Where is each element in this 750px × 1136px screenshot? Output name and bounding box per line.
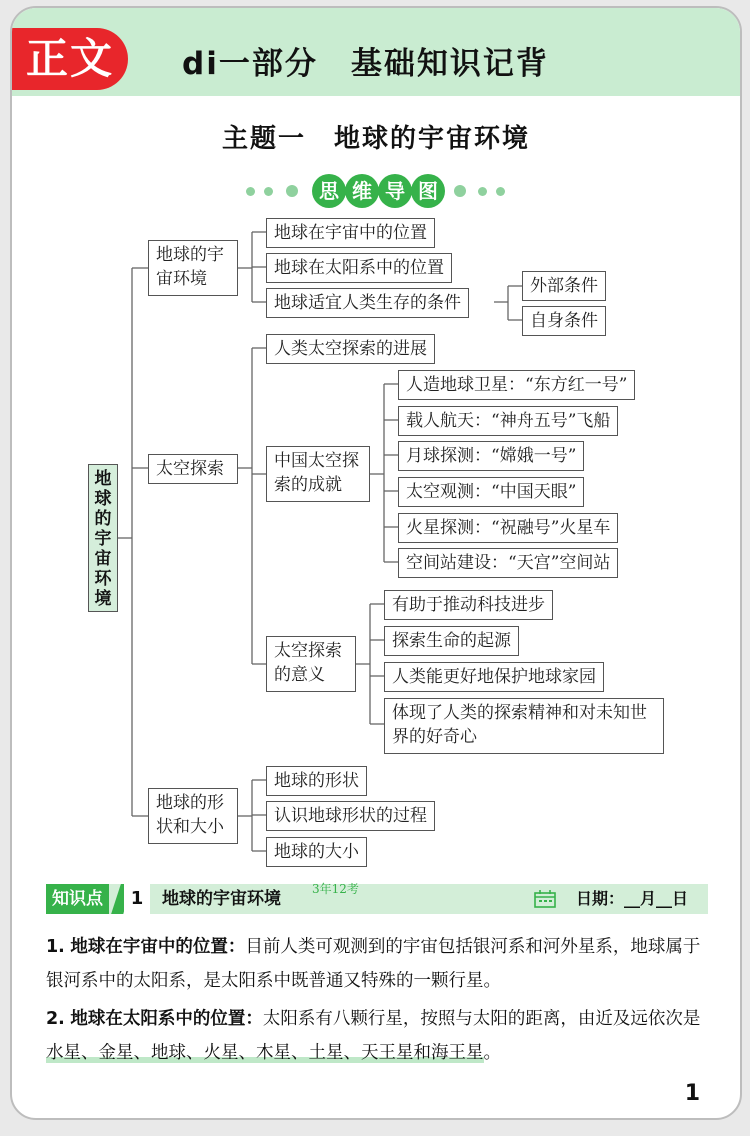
paragraph-tail: 。 <box>483 1043 501 1063</box>
paragraph-lead: 地球在宇宙中的位置： <box>70 937 246 957</box>
paragraph-2 <box>46 1002 712 1070</box>
topic-title: 主题一 地球的宇宙环境 <box>221 124 530 154</box>
root-char: 宇 <box>94 529 112 549</box>
section-badge: 正文 <box>12 28 128 90</box>
node-earth-shape-size: 地球的形状和大小 <box>148 788 238 844</box>
knowledge-point-title: 地球的宇宙环境 <box>162 889 281 909</box>
page <box>10 6 742 1120</box>
node-earth-in-universe: 地球在宇宙中的位置 <box>266 218 435 248</box>
knowledge-point-tag: 知识点 <box>46 884 109 914</box>
planet-order-highlight: 水星、金星、地球、火星、木星、土星、天王星和海王星 <box>46 1043 484 1063</box>
page-number: 1 <box>684 1081 700 1106</box>
node-earth-in-solar-system: 地球在太阳系中的位置 <box>266 253 452 283</box>
node-space-progress: 人类太空探索的进展 <box>266 334 435 364</box>
node-earth-shape: 地球的形状 <box>266 766 367 796</box>
significance-item: 有助于推动科技进步 <box>384 590 553 620</box>
node-exploration-significance: 太空探索的意义 <box>266 636 356 692</box>
paragraph-text: 目前人类可观测到的宇宙包括银河系和河外星系，地球属于银河系中的太阳系，是太阳系中既普通又特殊的一颗行星。 <box>46 937 701 991</box>
banner-char: 导 <box>378 174 412 208</box>
node-space-exploration: 太空探索 <box>148 454 238 484</box>
achievement-item: 空间站建设：“天宫”空间站 <box>398 548 618 578</box>
calendar-icon <box>534 890 556 908</box>
node-earth-size: 地球的大小 <box>266 837 367 867</box>
banner-char: 思 <box>312 174 346 208</box>
significance-item: 体现了人类的探索精神和对未知世界的好奇心 <box>384 698 664 754</box>
paragraph-number: 2. <box>46 1009 65 1029</box>
date-field: 日期：__月__日 <box>576 889 689 908</box>
paragraph-number: 1. <box>46 937 65 957</box>
node-external-conditions: 外部条件 <box>522 271 606 301</box>
achievement-item: 月球探测：“嫦娥一号” <box>398 441 584 471</box>
mindmap-root <box>88 464 118 612</box>
root-char: 的 <box>94 509 112 529</box>
knowledge-point-bar <box>46 884 708 914</box>
root-char: 环 <box>94 569 112 589</box>
knowledge-point-number: 1 <box>124 884 150 914</box>
root-char: 球 <box>94 489 112 509</box>
root-char: 宙 <box>94 549 112 569</box>
paragraph-lead: 地球在太阳系中的位置： <box>70 1009 263 1029</box>
achievement-item: 载人航天：“神舟五号”飞船 <box>398 406 618 436</box>
node-internal-conditions: 自身条件 <box>522 306 606 336</box>
node-shape-discovery: 认识地球形状的过程 <box>266 801 435 831</box>
banner-char: 图 <box>411 174 445 208</box>
achievement-item: 太空观测：“中国天眼” <box>398 477 584 507</box>
node-china-achievements: 中国太空探索的成就 <box>266 446 370 502</box>
section-title: di一部分 基础知识记背 <box>182 46 549 82</box>
root-char: 境 <box>94 589 112 609</box>
node-habitable-conditions: 地球适宜人类生存的条件 <box>266 288 469 318</box>
exam-frequency-note: 3年12考 <box>312 882 359 896</box>
achievement-item: 火星探测：“祝融号”火星车 <box>398 513 618 543</box>
paragraph-text: 太阳系有八颗行星，按照与太阳的距离，由近及远依次是 <box>262 1009 701 1029</box>
banner-char: 维 <box>345 174 379 208</box>
achievement-item: 人造地球卫星：“东方红一号” <box>398 370 635 400</box>
paragraph-1 <box>46 930 712 998</box>
significance-item: 探索生命的起源 <box>384 626 519 656</box>
significance-item: 人类能更好地保护地球家园 <box>384 662 604 692</box>
root-char: 地 <box>94 469 112 489</box>
node-earth-cosmic-env: 地球的宇宙环境 <box>148 240 238 296</box>
